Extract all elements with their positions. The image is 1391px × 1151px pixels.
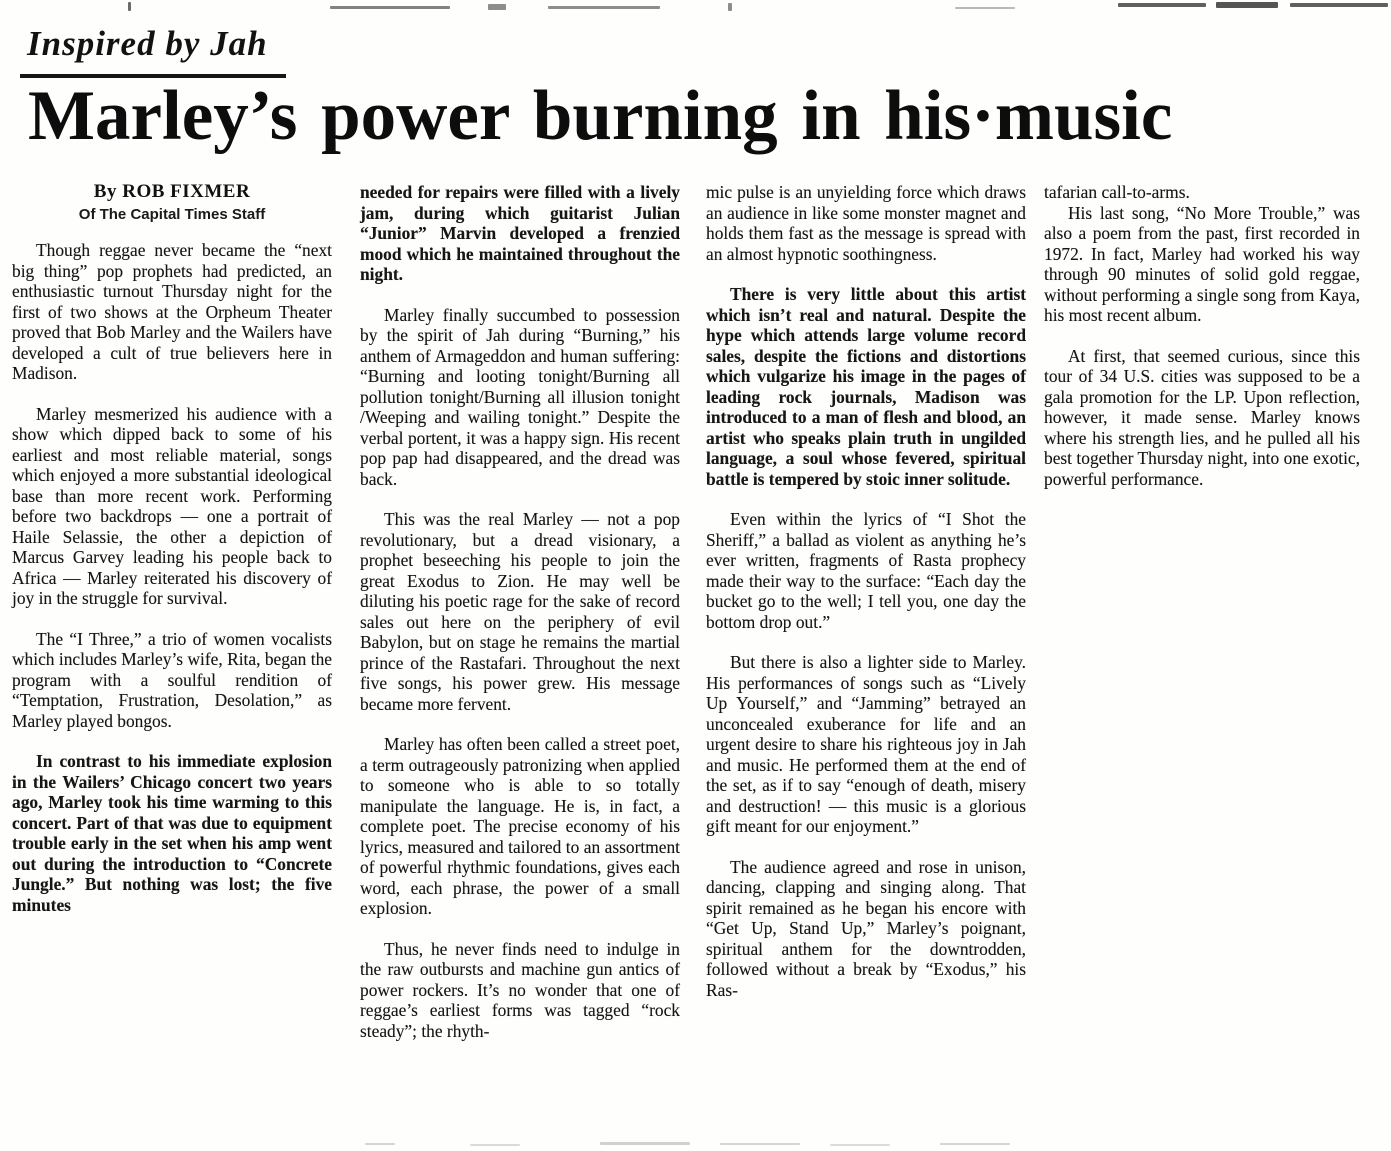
print-artifact (365, 1143, 395, 1145)
kicker: Inspired by Jah (27, 24, 268, 63)
column-2 (360, 182, 680, 1061)
print-artifact (470, 1144, 520, 1146)
article-paragraph: needed for repairs were filled with a lively jam, during which guitarist Julian “Junior” Marvin developed a frenzied mood which he maintained throughout the night. (360, 182, 680, 284)
print-artifact (940, 1143, 1010, 1145)
article-paragraph: Marley mesmerized his audience with a show which dipped back to some of his earliest and most reliable material, songs which enjoyed a more substantial ideological base than more recent work. Performing before two backdrops — one a portrait of Haile Selassie, the other a depiction of Marcus Garvey leading his people back to Africa — Marley reiterated his discovery of joy in the struggle for survival. (12, 403, 332, 608)
print-artifact (330, 6, 450, 9)
article-paragraph: His last song, “No More Trouble,” was also a poem from the past, first recorded in 1972. In fact, Marley had worked his way through 90 minutes of solid gold reggae, without performing a single song from Kaya, his most recent album. (1044, 202, 1360, 325)
print-artifact (830, 1144, 890, 1146)
article-paragraph: This was the real Marley — not a pop revolutionary, but a dread visionary, a prophet beseeching his people to join the great Exodus to Zion. He may well be diluting his poetic rage for the sake of record sales out here on the periphery of evil Babylon, but on stage he remains the martial prince of the Rastafari. Throughout the next five songs, his power grew. His message became more fervent. (360, 509, 680, 714)
article-paragraph: Thus, he never finds need to indulge in the raw outbursts and machine gun antics of power rockers. It’s no wonder that one of reggae’s earliest forms was tagged “rock steady”; the rhyth- (360, 938, 680, 1041)
column-3 (706, 182, 1026, 1020)
article-paragraph: But there is also a lighter side to Marley. His performances of songs such as “Lively Up Yourself,” and “Jamming” betrayed an unconcealed exuberance for life and an urgent desire to share his righteous joy in Jah and music. He performed them at the end of the set, as if to say “enough of death, misery and destruction! — this music is a glorious gift meant for our enjoyment.” (706, 652, 1026, 836)
print-artifact (720, 1143, 800, 1145)
column-1 (12, 240, 332, 935)
print-artifact (1290, 3, 1388, 7)
print-artifact (488, 4, 506, 10)
article-paragraph: tafarian call-to-arms. (1044, 182, 1190, 202)
print-artifact (1118, 3, 1206, 7)
article-paragraph: mic pulse is an unyielding force which draws an audience in like some monster magnet and holds them fast as the message is spread with an almost hypnotic soothingness. (706, 182, 1026, 264)
print-artifact (600, 1142, 690, 1145)
byline (12, 181, 332, 223)
print-artifact (128, 2, 131, 11)
print-artifact (955, 7, 1015, 9)
print-artifact (548, 6, 660, 9)
article-paragraph: Though reggae never became the “next big thing” pop prophets had predicted, an enthusiastic turnout Thursday night for the first of two shows at the Orpheum Theater proved that Bob Marley and the Wailers have developed a cult of true believers here in Madison. (12, 240, 332, 383)
byline-affiliation: Of The Capital Times Staff (78, 206, 266, 223)
article-paragraph: Even within the lyrics of “I Shot the Sheriff,” a ballad as violent as anything he’s ever written, fragments of Rasta prophecy made their way to the surface: “Each day the bucket go to the well; I tell you, one day the bottom drop out.” (706, 509, 1026, 632)
article-paragraph: In contrast to his immediate explosion in the Wailers’ Chicago concert two years ago, Marley took his time warming to this concert. Part of that was due to equipment trouble early in the set when his amp went out during the introduction to “Concrete Jungle.” But nothing was lost; the five minutes (12, 751, 332, 915)
article-paragraph: There is very little about this artist which isn’t real and natural. Despite the hype which attends large volume record sales, despite the fictions and distortions which vulgarize his image in the pages of leading rock journals, Madison was introduced to a man of flesh and blood, an artist who speaks plain truth in ungilded language, a soul whose fevered, spiritual battle is tempered by stoic inner solitude. (706, 284, 1026, 489)
article-paragraph: At first, that seemed curious, since this tour of 34 U.S. cities was supposed to be a gala promotion for the LP. Upon reflection, however, it made sense. Marley knows where his strength lies, and he pulled all his best together Thursday night, into one exotic, powerful performance. (1044, 345, 1360, 489)
column-4 (1044, 182, 1360, 509)
article-paragraph: Marley finally succumbed to possession by the spirit of Jah during “Burning,” his anthem of Armageddon and human suffering: “Burning and looting tonight/Burning all pollution tonight/Burning all illusion tonight /Weeping and wailing tonight.” Despite the verbal portent, it was a happy sign. His recent pop pap had disappeared, and the dread was back. (360, 304, 680, 489)
print-artifact (1216, 2, 1278, 8)
print-artifact (728, 3, 732, 11)
byline-author: By ROB FIXMER (93, 181, 251, 202)
article-paragraph: Marley has often been called a street poet, a term outrageously patronizing when applied to someone who is able to so totally manipulate the language. He is, in fact, a complete poet. The precise economy of his lyrics, measured and tailored to an assortment of powerful rhythmic foundations, gives each word, each phrase, the power of a small explosion. (360, 734, 680, 918)
article-paragraph: The “I Three,” a trio of women vocalists which includes Marley’s wife, Rita, began the program with a soulful rendition of “Temptation, Frustration, Desolation,” as Marley played bongos. (12, 628, 332, 731)
article-paragraph: The audience agreed and rose in unison, dancing, clapping and singing along. That spirit remained as he began his encore with “Get Up, Stand Up,” Marley’s poignant, spiritual anthem for the downtrodden, followed without a break by “Exodus,” his Ras- (706, 856, 1026, 1000)
headline: Marley’s power burning in his·music (28, 77, 1173, 155)
